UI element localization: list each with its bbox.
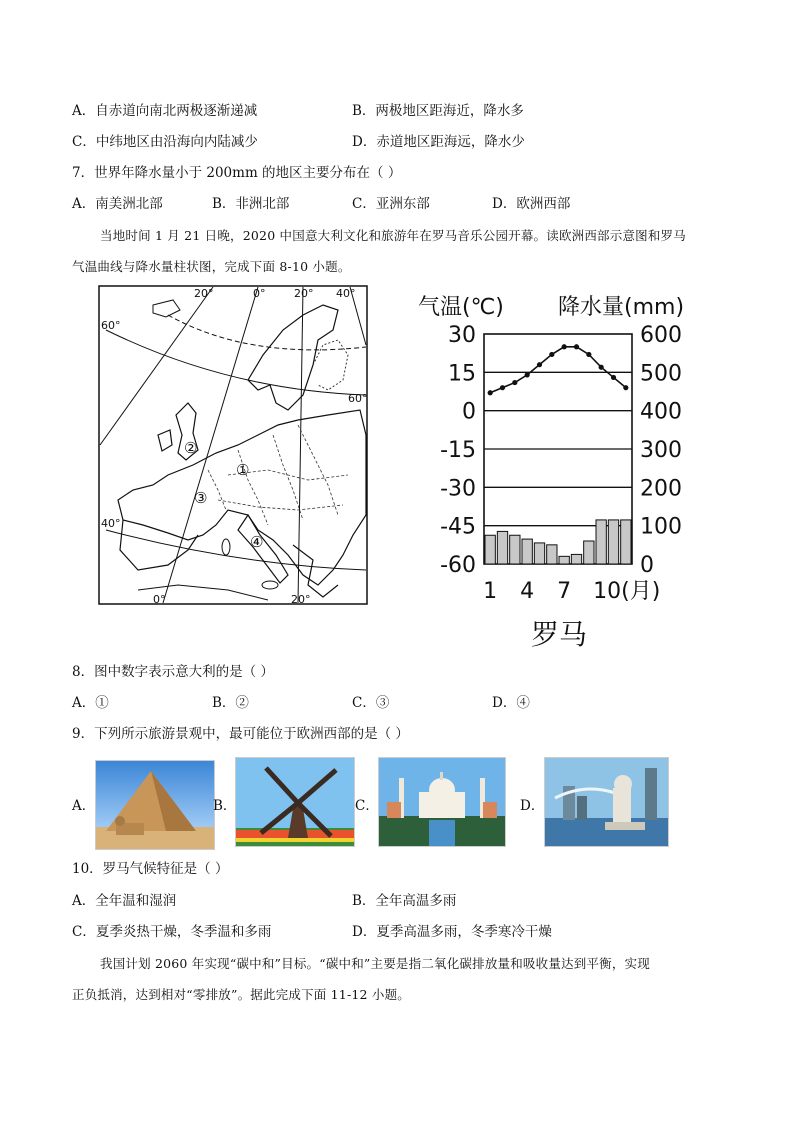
q7-option-c: C．亚洲东部 xyxy=(352,196,430,212)
temperature-point xyxy=(500,385,505,390)
x-tick-label: 10(月) xyxy=(593,579,661,604)
map-lon-label: 0° xyxy=(153,593,166,605)
intro-11-12-line1: 我国计划 2060 年实现“碳中和”目标。“碳中和”主要是指二氧化碳排放量和吸收量达到平衡，实现 xyxy=(100,956,650,971)
chart-title: 罗马 xyxy=(531,618,588,651)
map-marker-1: ① xyxy=(236,461,250,479)
right-tick-label: 400 xyxy=(640,399,682,425)
left-axis-label: 气温(℃) xyxy=(418,295,504,320)
temperature-point xyxy=(512,380,517,385)
q7-stem: 7．世界年降水量小于 200mm 的地区主要分布在（ ） xyxy=(72,165,402,181)
pyramid-photo xyxy=(95,760,215,850)
left-tick-label: -45 xyxy=(440,514,476,540)
precipitation-bar xyxy=(596,520,606,564)
windmill-photo xyxy=(235,757,355,847)
precipitation-bar xyxy=(559,556,569,564)
q6-option-a: A．自赤道向南北两极逐渐递减 xyxy=(72,103,258,119)
map-lat-label: 40° xyxy=(101,517,121,530)
temperature-point xyxy=(611,375,616,380)
temperature-point xyxy=(525,372,530,377)
left-tick-label: 15 xyxy=(448,361,476,387)
q10-stem: 10．罗马气候特征是（ ） xyxy=(72,861,229,877)
map-marker-2: ② xyxy=(184,439,198,457)
map-marker-4: ④ xyxy=(250,533,264,551)
map-lat-label: 60° xyxy=(101,319,121,332)
q6-option-c: C．中纬地区由沿海向内陆减少 xyxy=(72,134,258,150)
x-tick-label: 7 xyxy=(557,579,572,604)
temperature-point xyxy=(488,390,493,395)
q8-stem: 8．图中数字表示意大利的是（ ） xyxy=(72,664,274,680)
x-tick-label: 1 xyxy=(483,579,498,604)
temperature-point xyxy=(574,344,579,349)
precipitation-bar xyxy=(571,554,581,564)
intro-8-10-line1: 当地时间 1 月 21 日晚，2020 中国意大利文化和旅游年在罗马音乐公园开幕。读欧洲西部示意图和罗马 xyxy=(100,228,686,243)
precipitation-bar xyxy=(510,535,520,564)
q8-option-b: B．② xyxy=(212,695,249,711)
precipitation-bar xyxy=(485,535,495,564)
q9-stem: 9．下列所示旅游景观中，最可能位于欧洲西部的是（ ） xyxy=(72,726,409,742)
left-tick-label: -15 xyxy=(440,438,476,463)
q8-option-d: D．④ xyxy=(492,695,530,711)
q6-option-d: D．赤道地区距海远，降水少 xyxy=(352,134,525,150)
q10-option-d: D．夏季高温多雨，冬季寒冷干燥 xyxy=(352,924,552,940)
q9-label-b: B． xyxy=(213,798,237,814)
map-lon-label: 20° xyxy=(291,593,311,605)
rome-climate-chart xyxy=(418,282,708,657)
left-tick-label: 0 xyxy=(462,399,476,425)
precipitation-bar xyxy=(584,541,594,564)
left-tick-label: -60 xyxy=(440,553,476,578)
q8-option-c: C．③ xyxy=(352,695,390,711)
intro-8-10-line2: 气温曲线与降水量柱状图，完成下面 8-10 小题。 xyxy=(72,259,351,274)
q6-option-b: B．两极地区距海近，降水多 xyxy=(352,103,524,119)
map-lon-label: 20° xyxy=(294,287,314,300)
map-lon-label: 40° xyxy=(336,287,356,300)
q7-option-b: B．非洲北部 xyxy=(212,196,290,212)
q8-option-a: A．① xyxy=(72,695,109,711)
map-lat-label: 60° xyxy=(348,392,368,405)
precipitation-bar xyxy=(547,545,557,564)
precipitation-bar xyxy=(522,539,532,564)
q7-option-d: D．欧洲西部 xyxy=(492,196,571,212)
left-tick-label: -30 xyxy=(440,476,476,502)
map-marker-3: ③ xyxy=(194,489,208,507)
q9-label-a: A． xyxy=(72,798,96,814)
precipitation-bar xyxy=(534,543,544,564)
q10-option-a: A．全年温和湿润 xyxy=(72,893,177,909)
temperature-point xyxy=(599,365,604,370)
right-tick-label: 0 xyxy=(640,553,654,578)
intro-11-12-line2: 正负抵消，达到相对“零排放”。据此完成下面 11-12 小题。 xyxy=(72,987,410,1002)
left-tick-label: 30 xyxy=(448,323,476,348)
temperature-point xyxy=(586,352,591,357)
right-tick-label: 200 xyxy=(640,476,682,502)
temperature-point xyxy=(562,344,567,349)
right-tick-label: 100 xyxy=(640,514,682,540)
q10-option-b: B．全年高温多雨 xyxy=(352,893,457,909)
precipitation-bar xyxy=(497,531,507,564)
right-tick-label: 600 xyxy=(640,323,682,348)
taj-mahal-photo xyxy=(378,757,506,847)
x-tick-label: 4 xyxy=(520,579,535,604)
merlion-photo xyxy=(544,757,669,847)
q7-option-a: A．南美洲北部 xyxy=(72,196,163,212)
europe-map xyxy=(98,285,368,605)
temperature-point xyxy=(549,352,554,357)
map-lon-label: 20° xyxy=(194,287,214,300)
map-lon-label: 0° xyxy=(253,287,266,300)
right-tick-label: 300 xyxy=(640,438,682,463)
temperature-point xyxy=(537,362,542,367)
precipitation-bar xyxy=(621,520,631,564)
right-axis-label: 降水量(mm) xyxy=(558,295,685,320)
precipitation-bar xyxy=(608,520,618,564)
temperature-point xyxy=(623,385,628,390)
q9-label-d: D． xyxy=(520,798,545,814)
q9-label-c: C． xyxy=(355,798,379,814)
right-tick-label: 500 xyxy=(640,361,682,387)
q10-option-c: C．夏季炎热干燥，冬季温和多雨 xyxy=(72,924,272,940)
